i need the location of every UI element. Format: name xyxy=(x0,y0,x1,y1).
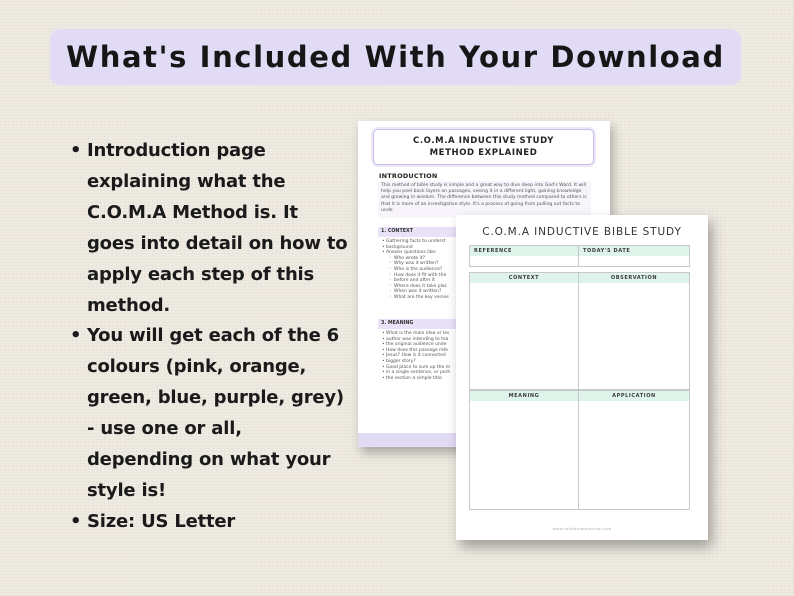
list-item: • the original audience unde xyxy=(382,342,478,348)
list-item: • author was intending to tea xyxy=(382,337,478,343)
method-title-line-2: METHOD EXPLAINED xyxy=(429,148,538,158)
feature-list xyxy=(70,136,350,538)
list-item: ◦ before and after it xyxy=(382,278,478,284)
introduction-box xyxy=(378,181,591,218)
list-item: • Gathering facts to underst xyxy=(382,239,478,245)
list-item: ◦ Where does it take plac xyxy=(382,284,478,290)
list-item: • bigger story? xyxy=(382,359,478,365)
list-item: • Introduction page explaining what the C.O.M.A Method is. It goes into detail on how to apply each step of this method. xyxy=(70,136,350,321)
list-item: • Good place to sum up the m xyxy=(382,365,478,371)
context-section-header: 1. CONTEXT xyxy=(378,227,478,237)
list-item: • Size: US Letter xyxy=(70,507,350,538)
todays-date-cell xyxy=(578,245,690,267)
application-label: APPLICATION xyxy=(579,391,689,401)
worksheet-title: C.O.M.A INDUCTIVE BIBLE STUDY xyxy=(482,226,682,238)
list-item: • in a single sentence, or perh xyxy=(382,370,478,376)
list-item: ◦ Who is the audience? xyxy=(382,267,478,273)
title-banner xyxy=(50,29,741,85)
list-item: ◦ Who wrote it? xyxy=(382,256,478,262)
method-title-box xyxy=(373,129,594,165)
introduction-text: This method of bible study is simple and a great way to dive deep into God's Word. It will help you peel back layers on passages, seeing it in a different light, gaining knowledge and growing in wisdom. The difference between this study method compared to others is that it is more of an investigative style. It's a process of going from pulling out facts to unde xyxy=(381,183,587,213)
method-title-line-1: C.O.M.A INDUCTIVE STUDY xyxy=(413,136,554,146)
application-cell xyxy=(578,390,690,510)
context-label: CONTEXT xyxy=(470,273,578,283)
reference-label: REFERENCE xyxy=(470,246,578,256)
observation-label: OBSERVATION xyxy=(579,273,689,283)
list-item: • background xyxy=(382,245,478,251)
list-item: ◦ When was it written? xyxy=(382,289,478,295)
meaning-label: MEANING xyxy=(470,391,578,401)
list-item: • the section a simple title xyxy=(382,376,478,382)
study-worksheet-page-preview xyxy=(456,215,708,540)
todays-date-label: TODAY'S DATE xyxy=(579,246,689,256)
list-item: • How does this passage refe xyxy=(382,348,478,354)
worksheet-footer: www.faithandmeaning.com xyxy=(552,526,612,531)
list-item: • Jesus? How is it connected xyxy=(382,353,478,359)
observation-cell xyxy=(578,272,690,390)
context-cell xyxy=(469,272,579,390)
list-item: ◦ What are the key verses xyxy=(382,295,478,301)
list-item: • What is the main idea or les xyxy=(382,331,478,337)
introduction-heading: INTRODUCTION xyxy=(379,172,438,180)
list-item: ◦ Why was it written? xyxy=(382,261,478,267)
banner-title: What's Included With Your Download xyxy=(66,40,725,74)
meaning-section-header: 3. MEANING xyxy=(378,319,478,329)
list-item: • You will get each of the 6 colours (pink, orange, green, blue, purple, grey) - use one or all, depending on what your style is! xyxy=(70,321,350,506)
list-item: • Answer questions like: xyxy=(382,250,478,256)
list-item: ◦ How does it fit with the xyxy=(382,273,478,279)
reference-cell xyxy=(469,245,579,267)
meaning-cell xyxy=(469,390,579,510)
